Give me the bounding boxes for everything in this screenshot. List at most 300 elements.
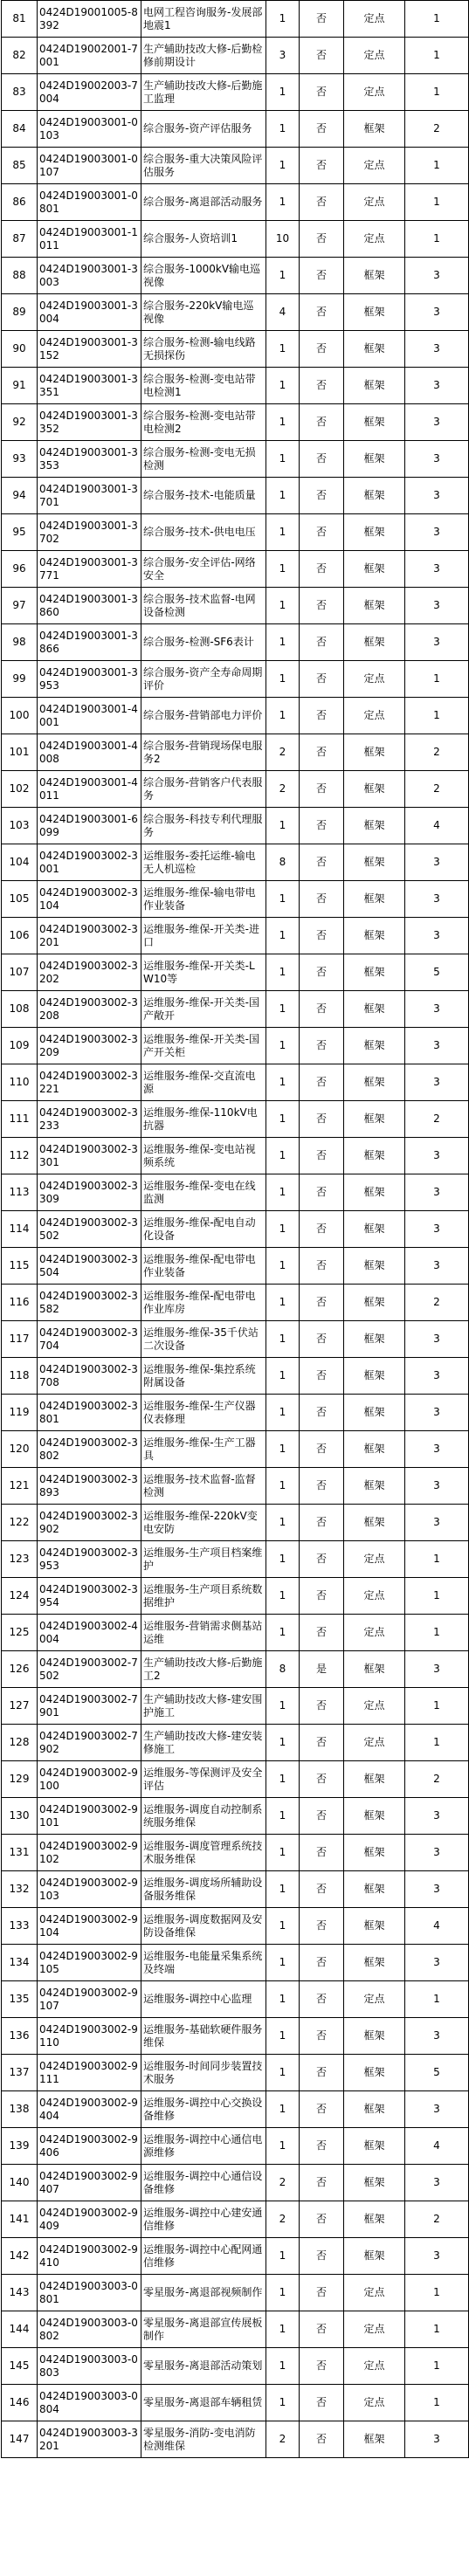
table-row [2,258,469,294]
package-name-cell: 运维服务-维保-配电带电作业库房 [141,1285,266,1321]
table-row [2,1541,469,1578]
row-number-cell: 82 [2,38,38,74]
type-cell: 框架 [344,2091,405,2128]
count-cell: 3 [405,1358,469,1395]
type-cell: 框架 [344,844,405,881]
quantity-cell: 1 [266,1174,300,1211]
package-code-cell: 0424D19003002-3802 [38,1431,141,1468]
table-row [2,148,469,184]
row-number-cell: 136 [2,2018,38,2055]
row-number-cell: 91 [2,368,38,404]
package-code-cell: 0424D19003002-3209 [38,1028,141,1064]
row-number-cell: 122 [2,1505,38,1541]
flag-cell: 否 [300,1835,344,1871]
flag-cell: 否 [300,1981,344,2018]
package-name-cell: 生产辅助技改大修-后勤检修前期设计 [141,38,266,74]
row-number-cell: 120 [2,1431,38,1468]
type-cell: 框架 [344,368,405,404]
flag-cell: 否 [300,1431,344,1468]
quantity-cell: 1 [266,698,300,734]
row-number-cell: 129 [2,1761,38,1798]
package-code-cell: 0424D19003002-3104 [38,881,141,918]
flag-cell: 否 [300,1101,344,1138]
count-cell: 2 [405,1761,469,1798]
package-code-cell: 0424D19003002-9409 [38,2201,141,2238]
quantity-cell: 1 [266,331,300,368]
row-number-cell: 89 [2,294,38,331]
package-code-cell: 0424D19003002-3502 [38,1211,141,1248]
type-cell: 框架 [344,624,405,661]
table-row [2,2128,469,2165]
package-code-cell: 0424D19001005-8392 [38,1,141,38]
row-number-cell: 140 [2,2165,38,2201]
count-cell: 3 [405,1395,469,1431]
flag-cell: 否 [300,734,344,771]
count-cell: 1 [405,1615,469,1651]
type-cell: 框架 [344,2201,405,2238]
package-code-cell: 0424D19003001-3353 [38,441,141,478]
table-row [2,1688,469,1725]
table-row [2,624,469,661]
package-name-cell: 运维服务-等保测评及安全评估 [141,1761,266,1798]
table-row [2,368,469,404]
quantity-cell: 8 [266,844,300,881]
type-cell: 框架 [344,294,405,331]
table-row [2,2348,469,2385]
package-name-cell: 零星服务-离退部活动策划 [141,2348,266,2385]
table-row [2,1138,469,1174]
quantity-cell: 1 [266,1101,300,1138]
table-row [2,1981,469,2018]
package-name-cell: 综合服务-技术-供电电压 [141,514,266,551]
count-cell: 3 [405,918,469,954]
quantity-cell: 1 [266,1908,300,1945]
table-row [2,661,469,698]
table-row [2,38,469,74]
row-number-cell: 87 [2,221,38,258]
quantity-cell: 1 [266,624,300,661]
table-row [2,808,469,844]
package-code-cell: 0424D19003003-0802 [38,2311,141,2348]
package-name-cell: 运维服务-维保-开关类-进口 [141,918,266,954]
count-cell: 3 [405,2018,469,2055]
table-row [2,1835,469,1871]
table-row [2,1761,469,1798]
quantity-cell: 1 [266,1505,300,1541]
package-name-cell: 运维服务-维保-输电带电作业装备 [141,881,266,918]
flag-cell: 否 [300,1395,344,1431]
package-code-cell: 0424D19003001-3004 [38,294,141,331]
quantity-cell: 1 [266,661,300,698]
table-row [2,1,469,38]
type-cell: 框架 [344,404,405,441]
type-cell: 框架 [344,734,405,771]
package-name-cell: 零星服务-消防-变电消防检测维保 [141,2421,266,2458]
type-cell: 框架 [344,1871,405,1908]
row-number-cell: 90 [2,331,38,368]
table-row [2,478,469,514]
quantity-cell: 1 [266,1211,300,1248]
count-cell: 3 [405,881,469,918]
row-number-cell: 114 [2,1211,38,1248]
package-name-cell: 生产辅助技改大修-后勤施工2 [141,1651,266,1688]
flag-cell: 否 [300,1615,344,1651]
table-row [2,918,469,954]
flag-cell: 否 [300,2055,344,2091]
quantity-cell: 1 [266,551,300,588]
type-cell: 定点 [344,1,405,38]
row-number-cell: 94 [2,478,38,514]
table-row [2,514,469,551]
package-code-cell: 0424D19003002-3902 [38,1505,141,1541]
table-row [2,111,469,148]
row-number-cell: 147 [2,2421,38,2458]
flag-cell: 否 [300,74,344,111]
flag-cell: 是 [300,1651,344,1688]
count-cell: 1 [405,1725,469,1761]
package-code-cell: 0424D19003002-3001 [38,844,141,881]
row-number-cell: 130 [2,1798,38,1835]
flag-cell: 否 [300,38,344,74]
type-cell: 框架 [344,918,405,954]
table-row [2,991,469,1028]
package-name-cell: 综合服务-检测-变电站带电检测2 [141,404,266,441]
count-cell: 3 [405,1871,469,1908]
count-cell: 3 [405,1248,469,1285]
count-cell: 2 [405,1285,469,1321]
quantity-cell: 1 [266,1761,300,1798]
flag-cell: 否 [300,1285,344,1321]
flag-cell: 否 [300,1138,344,1174]
package-code-cell: 0424D19003001-3152 [38,331,141,368]
quantity-cell: 1 [266,2238,300,2275]
package-name-cell: 运维服务-维保-变电站视频系统 [141,1138,266,1174]
count-cell: 1 [405,2311,469,2348]
flag-cell: 否 [300,2275,344,2311]
package-code-cell: 0424D19003002-9102 [38,1835,141,1871]
quantity-cell: 1 [266,1468,300,1505]
quantity-cell: 1 [266,1028,300,1064]
count-cell: 3 [405,1651,469,1688]
flag-cell: 否 [300,2165,344,2201]
table-row [2,2055,469,2091]
row-number-cell: 95 [2,514,38,551]
package-code-cell: 0424D19003002-9101 [38,1798,141,1835]
table-row [2,551,469,588]
type-cell: 框架 [344,1945,405,1981]
package-name-cell: 运维服务-维保-交直流电源 [141,1064,266,1101]
type-cell: 框架 [344,1138,405,1174]
row-number-cell: 126 [2,1651,38,1688]
quantity-cell: 1 [266,1835,300,1871]
quantity-cell: 1 [266,2275,300,2311]
package-name-cell: 综合服务-检测-SF6表计 [141,624,266,661]
package-code-cell: 0424D19003002-3954 [38,1578,141,1615]
row-number-cell: 116 [2,1285,38,1321]
quantity-cell: 1 [266,1395,300,1431]
row-number-cell: 119 [2,1395,38,1431]
flag-cell: 否 [300,1945,344,1981]
count-cell: 3 [405,2238,469,2275]
package-name-cell: 运维服务-基础软硬件服务维保 [141,2018,266,2055]
package-name-cell: 电网工程咨询服务-发展部地震1 [141,1,266,38]
flag-cell: 否 [300,514,344,551]
table-row [2,1174,469,1211]
count-cell: 1 [405,1541,469,1578]
quantity-cell: 1 [266,918,300,954]
row-number-cell: 107 [2,954,38,991]
count-cell: 1 [405,2348,469,2385]
type-cell: 定点 [344,38,405,74]
count-cell: 1 [405,148,469,184]
row-number-cell: 125 [2,1615,38,1651]
package-code-cell: 0424D19003001-3771 [38,551,141,588]
quantity-cell: 1 [266,588,300,624]
flag-cell: 否 [300,1725,344,1761]
quantity-cell: 1 [266,404,300,441]
quantity-cell: 1 [266,1871,300,1908]
quantity-cell: 1 [266,1578,300,1615]
count-cell: 3 [405,1945,469,1981]
table-row [2,1211,469,1248]
table-row [2,331,469,368]
count-cell: 3 [405,1064,469,1101]
row-number-cell: 96 [2,551,38,588]
row-number-cell: 102 [2,771,38,808]
count-cell: 3 [405,991,469,1028]
flag-cell: 否 [300,1211,344,1248]
package-name-cell: 运维服务-电能量采集系统及终端 [141,1945,266,1981]
row-number-cell: 104 [2,844,38,881]
count-cell: 3 [405,404,469,441]
flag-cell: 否 [300,331,344,368]
package-name-cell: 运维服务-调控中心通信设备维修 [141,2165,266,2201]
package-code-cell: 0424D19003001-0107 [38,148,141,184]
package-name-cell: 零星服务-离退部视频制作 [141,2275,266,2311]
package-code-cell: 0424D19003002-9103 [38,1871,141,1908]
package-code-cell: 0424D19003002-9410 [38,2238,141,2275]
type-cell: 框架 [344,1358,405,1395]
package-code-cell: 0424D19003002-9404 [38,2091,141,2128]
package-code-cell: 0424D19003001-4008 [38,734,141,771]
quantity-cell: 1 [266,258,300,294]
package-name-cell: 运维服务-维保-生产仪器仪表修理 [141,1395,266,1431]
row-number-cell: 128 [2,1725,38,1761]
row-number-cell: 134 [2,1945,38,1981]
count-cell: 3 [405,2091,469,2128]
flag-cell: 否 [300,2421,344,2458]
type-cell: 框架 [344,1028,405,1064]
quantity-cell: 1 [266,1688,300,1725]
count-cell: 4 [405,2128,469,2165]
table-row [2,2165,469,2201]
table-row [2,74,469,111]
count-cell: 1 [405,1578,469,1615]
flag-cell: 否 [300,991,344,1028]
package-code-cell: 0424D19003002-3309 [38,1174,141,1211]
package-name-cell: 综合服务-营销现场保电服务2 [141,734,266,771]
package-name-cell: 运维服务-调控中心通信电源维修 [141,2128,266,2165]
quantity-cell: 1 [266,1798,300,1835]
flag-cell: 否 [300,1,344,38]
quantity-cell: 10 [266,221,300,258]
flag-cell: 否 [300,1174,344,1211]
flag-cell: 否 [300,881,344,918]
package-code-cell: 0424D19003002-9107 [38,1981,141,2018]
package-name-cell: 零星服务-离退部车辆租赁 [141,2385,266,2421]
package-name-cell: 综合服务-检测-输电线路无损探伤 [141,331,266,368]
flag-cell: 否 [300,1321,344,1358]
quantity-cell: 1 [266,74,300,111]
table-row [2,294,469,331]
type-cell: 定点 [344,2275,405,2311]
quantity-cell: 1 [266,1541,300,1578]
type-cell: 框架 [344,954,405,991]
package-code-cell: 0424D19003002-3801 [38,1395,141,1431]
flag-cell: 否 [300,1505,344,1541]
type-cell: 框架 [344,1505,405,1541]
quantity-cell: 1 [266,368,300,404]
package-name-cell: 运维服务-维保-生产工器具 [141,1431,266,1468]
count-cell: 3 [405,588,469,624]
quantity-cell: 1 [266,2128,300,2165]
type-cell: 框架 [344,1835,405,1871]
row-number-cell: 92 [2,404,38,441]
package-code-cell: 0424D19003002-9407 [38,2165,141,2201]
quantity-cell: 1 [266,1431,300,1468]
table-row [2,1064,469,1101]
flag-cell: 否 [300,1028,344,1064]
table-row [2,1101,469,1138]
table-row [2,1028,469,1064]
type-cell: 框架 [344,1174,405,1211]
type-cell: 框架 [344,2055,405,2091]
type-cell: 定点 [344,1578,405,1615]
quantity-cell: 1 [266,2348,300,2385]
count-cell: 1 [405,74,469,111]
package-name-cell: 综合服务-营销部电力评价 [141,698,266,734]
quantity-cell: 1 [266,1725,300,1761]
table-row [2,1321,469,1358]
flag-cell: 否 [300,2201,344,2238]
package-name-cell: 综合服务-检测-变电无损检测 [141,441,266,478]
package-name-cell: 运维服务-维保-35千伏站二次设备 [141,1321,266,1358]
count-cell: 3 [405,624,469,661]
table-row [2,2385,469,2421]
quantity-cell: 1 [266,1138,300,1174]
flag-cell: 否 [300,294,344,331]
package-name-cell: 运维服务-生产项目系统数据维护 [141,1578,266,1615]
package-code-cell: 0424D19003002-3233 [38,1101,141,1138]
package-name-cell: 生产辅助技改大修-建安装修施工 [141,1725,266,1761]
flag-cell: 否 [300,551,344,588]
flag-cell: 否 [300,918,344,954]
package-name-cell: 综合服务-安全评估-网络安全 [141,551,266,588]
count-cell: 1 [405,2275,469,2311]
quantity-cell: 1 [266,808,300,844]
type-cell: 框架 [344,441,405,478]
package-name-cell: 综合服务-技术-电能质量 [141,478,266,514]
package-code-cell: 0424D19002001-7001 [38,38,141,74]
flag-cell: 否 [300,404,344,441]
count-cell: 3 [405,2421,469,2458]
package-code-cell: 0424D19003001-3860 [38,588,141,624]
flag-cell: 否 [300,1541,344,1578]
flag-cell: 否 [300,184,344,221]
type-cell: 框架 [344,588,405,624]
row-number-cell: 132 [2,1871,38,1908]
flag-cell: 否 [300,1871,344,1908]
row-number-cell: 109 [2,1028,38,1064]
row-number-cell: 143 [2,2275,38,2311]
package-code-cell: 0424D19003002-9111 [38,2055,141,2091]
quantity-cell: 1 [266,111,300,148]
row-number-cell: 110 [2,1064,38,1101]
row-number-cell: 138 [2,2091,38,2128]
row-number-cell: 135 [2,1981,38,2018]
quantity-cell: 4 [266,294,300,331]
flag-cell: 否 [300,221,344,258]
count-cell: 1 [405,38,469,74]
package-name-cell: 运维服务-维保-变电在线监测 [141,1174,266,1211]
table-row [2,2311,469,2348]
flag-cell: 否 [300,954,344,991]
package-code-cell: 0424D19003003-3201 [38,2421,141,2458]
row-number-cell: 139 [2,2128,38,2165]
count-cell: 1 [405,2385,469,2421]
package-name-cell: 运维服务-委托运维-输电无人机巡检 [141,844,266,881]
quantity-cell: 1 [266,991,300,1028]
package-code-cell: 0424D19003001-1011 [38,221,141,258]
type-cell: 框架 [344,881,405,918]
count-cell: 3 [405,1028,469,1064]
quantity-cell: 2 [266,2165,300,2201]
table-row [2,2275,469,2311]
row-number-cell: 98 [2,624,38,661]
procurement-table [1,0,469,2458]
table-row [2,2091,469,2128]
count-cell: 4 [405,1908,469,1945]
count-cell: 3 [405,478,469,514]
count-cell: 5 [405,954,469,991]
flag-cell: 否 [300,478,344,514]
package-code-cell: 0424D19003001-6099 [38,808,141,844]
package-code-cell: 0424D19003003-0804 [38,2385,141,2421]
package-name-cell: 运维服务-调控中心配网通信维修 [141,2238,266,2275]
row-number-cell: 93 [2,441,38,478]
quantity-cell: 1 [266,1321,300,1358]
flag-cell: 否 [300,148,344,184]
table-row [2,1285,469,1321]
quantity-cell: 2 [266,2421,300,2458]
type-cell: 框架 [344,551,405,588]
count-cell: 1 [405,1688,469,1725]
type-cell: 框架 [344,1101,405,1138]
package-name-cell: 运维服务-维保-220kV变电安防 [141,1505,266,1541]
package-name-cell: 运维服务-维保-开关类-国产开关柜 [141,1028,266,1064]
table-row [2,698,469,734]
package-name-cell: 运维服务-技术监督-监督检测 [141,1468,266,1505]
table-row [2,1468,469,1505]
count-cell: 2 [405,1101,469,1138]
package-code-cell: 0424D19003003-0803 [38,2348,141,2385]
package-code-cell: 0424D19003002-9406 [38,2128,141,2165]
quantity-cell: 1 [266,2385,300,2421]
quantity-cell: 1 [266,1981,300,2018]
type-cell: 框架 [344,514,405,551]
table-row [2,1651,469,1688]
table-row [2,184,469,221]
